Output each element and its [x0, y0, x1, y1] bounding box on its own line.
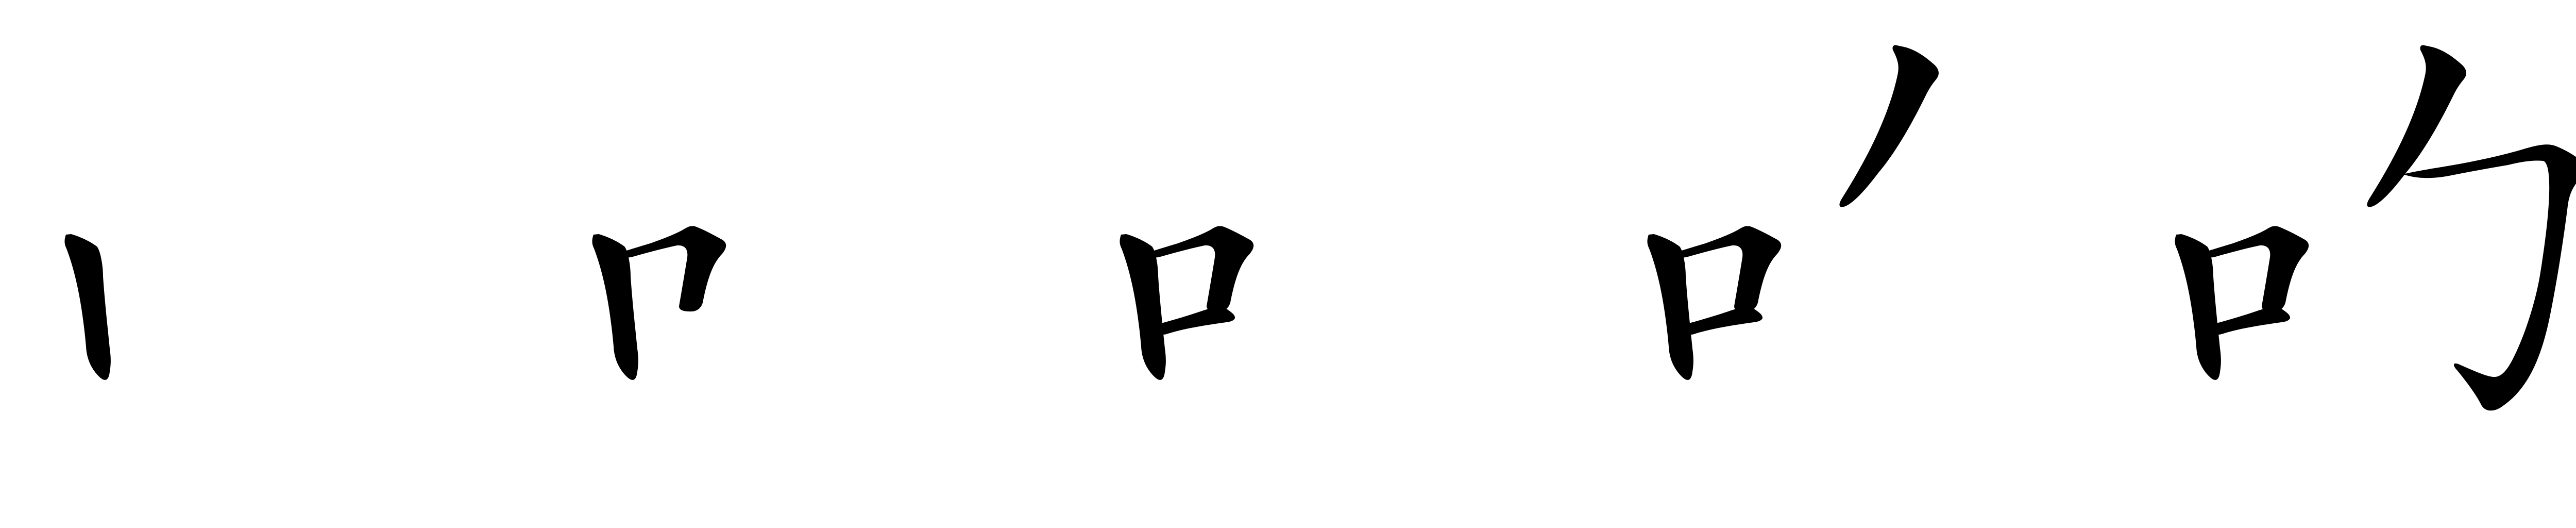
stroke-2 [2199, 226, 2309, 311]
stroke-3 [1687, 306, 1762, 334]
character-step-4 [1583, 0, 2110, 528]
stroke-5 [2403, 144, 2576, 410]
stroke-order-panel-1 [0, 0, 528, 528]
stroke-2 [617, 226, 726, 311]
stroke-3 [2214, 306, 2290, 334]
stroke-order-panel-2 [528, 0, 1055, 528]
stroke-1 [64, 234, 110, 380]
stroke-4 [2367, 45, 2466, 207]
stroke-2 [1672, 226, 1781, 311]
stroke-2 [1144, 226, 1253, 311]
stroke-order-panel-3 [1055, 0, 1583, 528]
stroke-3 [1159, 306, 1235, 334]
character-step-5 [2110, 0, 2576, 528]
character-step-2 [528, 0, 1055, 528]
stroke-order-panel-4 [1583, 0, 2110, 528]
character-step-3 [1055, 0, 1583, 528]
stroke-order-panel-5 [2110, 0, 2576, 528]
character-step-1 [0, 0, 528, 528]
stroke-4 [1839, 45, 1938, 207]
